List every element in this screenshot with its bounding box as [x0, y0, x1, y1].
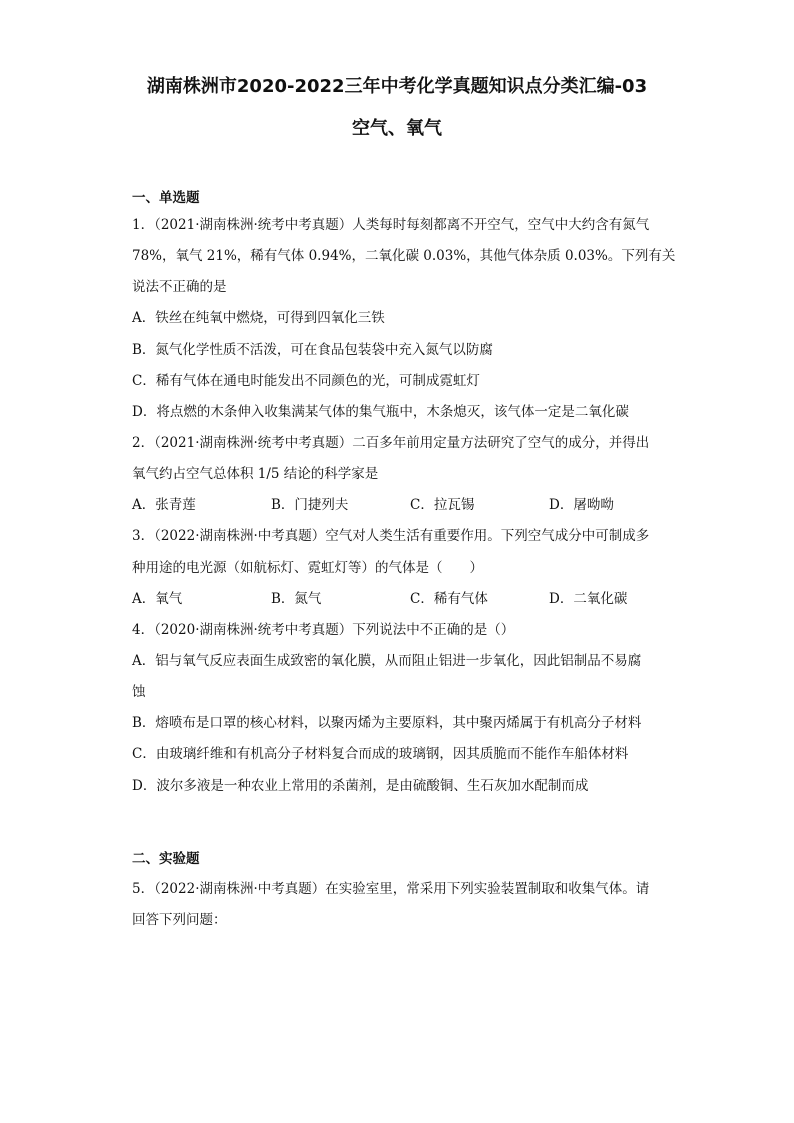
question-1-option-d: D．将点燃的木条伸入收集满某气体的集气瓶中，木条熄灭，该气体一定是二氧化碳: [132, 404, 629, 420]
document-title: 湖南株洲市2020-2022三年中考化学真题知识点分类汇编-03: [146, 76, 648, 97]
question-4-option-c: C．由玻璃纤维和有机高分子材料复合而成的玻璃钢，因其质脆而不能作车船体材料: [132, 746, 629, 762]
question-1-option-b: B．氮气化学性质不活泼，可在食品包装袋中充入氮气以防腐: [132, 342, 493, 358]
question-4-line-1: 4．（2020·湖南株洲·统考中考真题）下列说法中不正确的是（）: [132, 622, 515, 638]
question-1-option-a: A．铁丝在纯氧中燃烧，可得到四氧化三铁: [132, 310, 385, 326]
question-4-option-a-line-1: A．铝与氧气反应表面生成致密的氧化膜，从而阻止铝进一步氧化，因此铝制品不易腐: [132, 653, 642, 669]
question-2-option-a: A．张青莲: [132, 497, 196, 513]
question-1-option-c: C．稀有气体在通电时能发出不同颜色的光，可制成霓虹灯: [132, 373, 480, 389]
question-3-option-c: C．稀有气体: [410, 591, 488, 607]
section-heading-single-choice: 一、单选题: [132, 190, 200, 206]
question-3-line-1: 3．（2022·湖南株洲·中考真题）空气对人类生活有重要作用。下列空气成分中可制成多: [132, 528, 650, 544]
question-2-option-c: C．拉瓦锡: [410, 497, 475, 513]
question-4-option-d: D．波尔多液是一种农业上常用的杀菌剂，是由硫酸铜、生石灰加水配制而成: [132, 778, 589, 794]
question-3-option-d: D．二氧化碳: [549, 591, 628, 607]
question-2-option-b: B．门捷列夫: [271, 497, 349, 513]
question-5-line-2: 回答下列问题：: [132, 912, 227, 928]
question-2-option-d: D．屠呦呦: [549, 497, 614, 513]
question-3-line-2: 种用途的电光源（如航标灯、霓虹灯等）的气体是（ ）: [132, 560, 483, 576]
question-2-line-2: 氧气约占空气总体积 1/5 结论的科学家是: [132, 466, 379, 482]
question-3-option-b: B．氮气: [271, 591, 322, 607]
question-4-option-b: B．熔喷布是口罩的核心材料，以聚丙烯为主要原料，其中聚丙烯属于有机高分子材料: [132, 715, 642, 731]
document-subtitle: 空气、氧气: [352, 118, 442, 139]
question-4-option-a-line-2: 蚀: [132, 684, 146, 700]
question-1-line-2: 78%，氧气 21%，稀有气体 0.94%，二氧化碳 0.03%，其他气体杂质 0.03%。下列有关: [132, 248, 676, 264]
question-1-line-1: 1．（2021·湖南株洲·统考中考真题）人类每时每刻都离不开空气，空气中大约含有氮气: [132, 217, 650, 233]
question-3-option-a: A．氧气: [132, 591, 183, 607]
question-5-line-1: 5．（2022·湖南株洲·中考真题）在实验室里，常采用下列实验装置制取和收集气体。请: [132, 881, 650, 897]
question-2-line-1: 2．（2021·湖南株洲·统考中考真题）二百多年前用定量方法研究了空气的成分，并得出: [132, 435, 650, 451]
section-heading-experiment: 二、实验题: [132, 851, 200, 867]
question-1-line-3: 说法不正确的是: [132, 279, 227, 295]
